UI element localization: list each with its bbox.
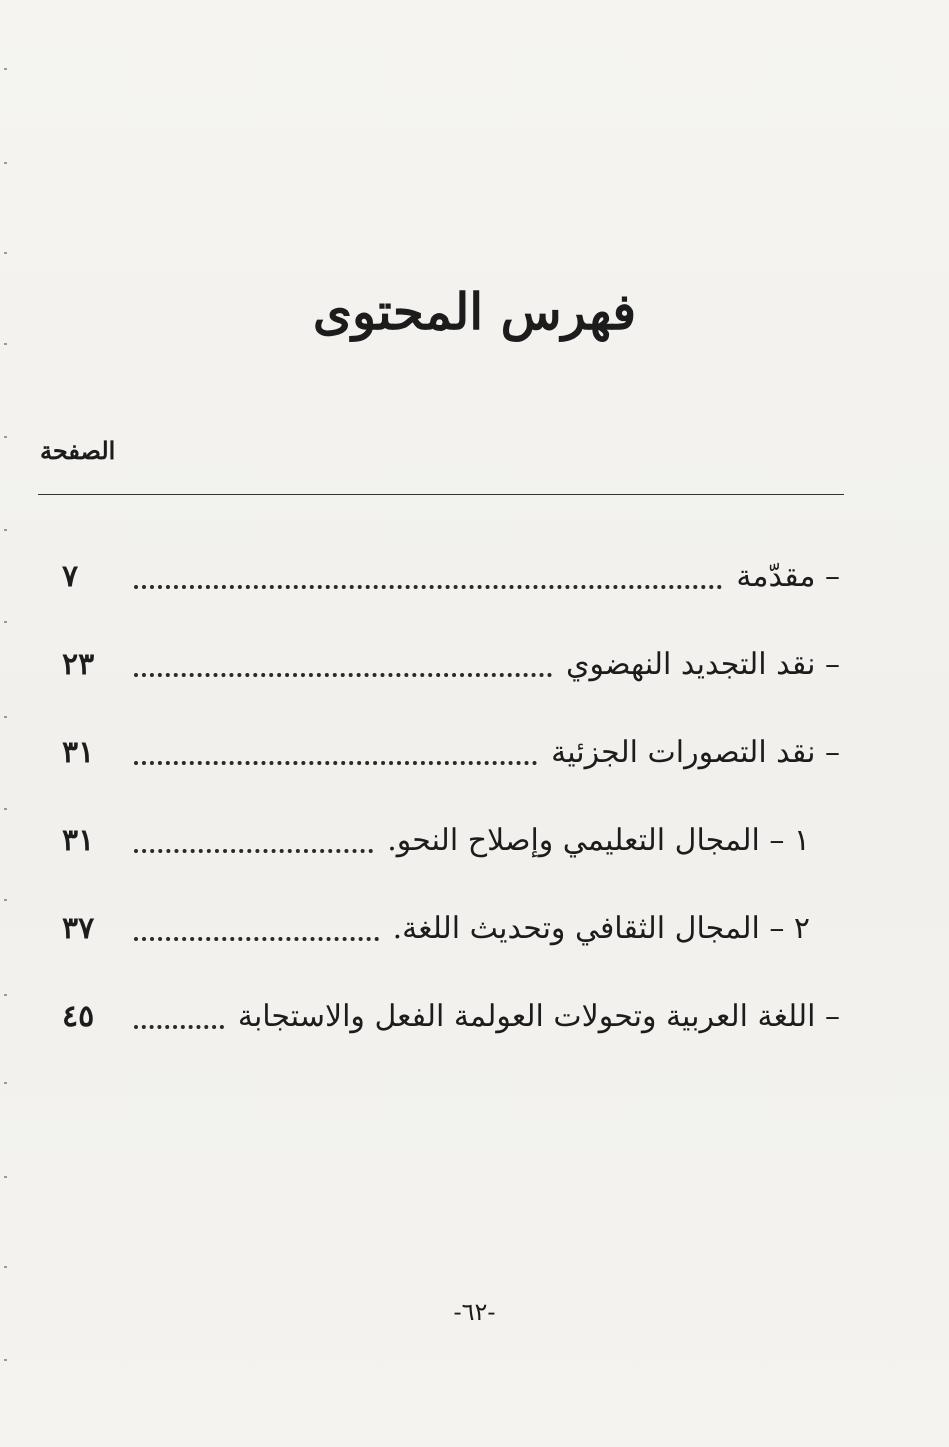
toc-entry-title: – نقد التصورات الجزئية [551, 734, 840, 770]
toc-entry [62, 532, 840, 620]
header-divider [38, 494, 844, 495]
dot-leader [134, 643, 552, 677]
toc-entry [62, 972, 840, 1060]
toc-subentry [62, 796, 840, 884]
toc-entry-title: – مقدّمة [736, 558, 840, 594]
toc-entry-page: ٢٣ [62, 646, 95, 682]
dot-leader [134, 731, 537, 765]
dot-leader [134, 995, 224, 1029]
binding-edge-marks [4, 0, 8, 1447]
page-title: فهرس المحتوى [312, 281, 637, 341]
toc-entry-page: ٣١ [62, 822, 95, 858]
toc-entry-title: ١ – المجال التعليمي وإصلاح النحو. [387, 822, 810, 858]
toc-subentry [62, 884, 840, 972]
toc-entry-title: ٢ – المجال الثقافي وتحديث اللغة. [392, 910, 810, 946]
toc-entry-page: ٣٧ [62, 910, 95, 946]
dot-leader [134, 555, 722, 589]
dot-leader [134, 907, 379, 941]
page-number: -٦٢- [453, 1298, 496, 1326]
toc-entry [62, 708, 840, 796]
toc-entry-page: ٧ [62, 558, 79, 594]
toc-entry-page: ٣١ [62, 734, 95, 770]
dot-leader [134, 819, 373, 853]
toc-entry-title: – نقد التجديد النهضوي [566, 646, 840, 682]
toc-entry [62, 620, 840, 708]
table-of-contents [62, 532, 840, 1060]
page-column-label: الصفحة [40, 436, 116, 465]
toc-entry-title: – اللغة العربية وتحولات العولمة الفعل والاستجابة [237, 998, 840, 1034]
toc-entry-page: ٤٥ [62, 998, 95, 1034]
